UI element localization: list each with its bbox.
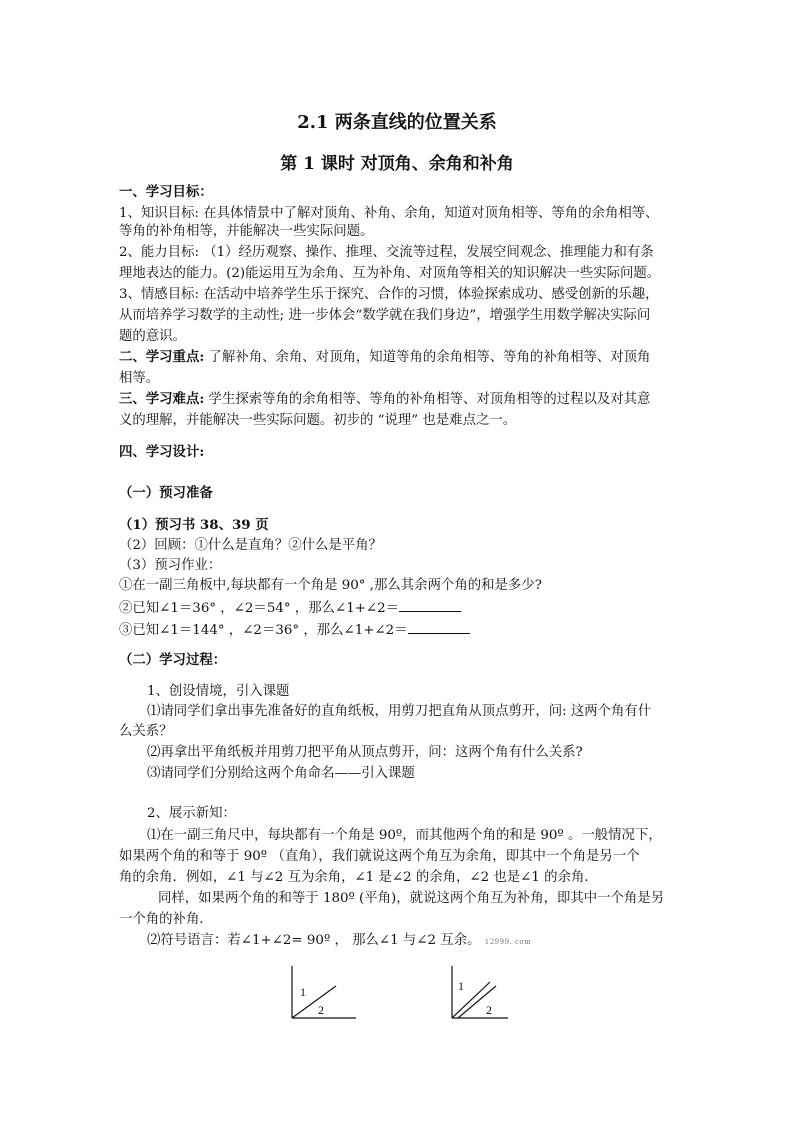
answer-blank: [399, 599, 461, 612]
preview-question: [119, 599, 461, 617]
lesson-subtitle: 第 1 课时 对顶角、余角和补角: [280, 154, 514, 174]
process-heading: （二）学习过程：: [119, 652, 227, 668]
preview-item: （3）预习作业：: [119, 558, 222, 573]
process-line: 角的余角．例如，∠1 与∠2 互为余角，∠1 是∠2 的余角，∠2 也是∠1 的余角．: [119, 870, 598, 885]
process-step: 2、展示新知：: [147, 806, 236, 821]
question-text: ②已知∠1＝36° ，∠2＝54° ，那么∠1+∠2＝: [119, 601, 400, 616]
process-line: 同样，如果两个角的和等于 180º (平角)，就说这两个角互为补角，即其中一个角是另: [158, 891, 665, 906]
key-points-text: 了解补角、余角、对顶角，知道等角的余角相等、等角的补角相等、对顶角: [204, 350, 651, 365]
process-line: ⑵再拿出平角纸板并用剪刀把平角从顶点剪开，问：这两个角有什么关系?: [147, 745, 583, 760]
key-points-line: 相等。: [119, 371, 160, 386]
objectives-line: 等角的补角相等，并能解决一些实际问题。: [119, 224, 374, 239]
preview-item: （2）回顾：①什么是直角？②什么是平角？: [119, 538, 382, 553]
angle-label-1: 1: [458, 979, 464, 993]
angle-label-2: 2: [318, 1003, 324, 1017]
key-points-label: 二、学习重点:: [119, 349, 205, 365]
design-heading: 四、学习设计:: [119, 444, 205, 460]
angle-label-2: 2: [486, 1003, 492, 1017]
objectives-line: 2、能力目标: （1）经历观察、操作、推理、交流等过程，发展空间观念、推理能力和有条: [119, 245, 654, 260]
complementary-angle-figure: [280, 962, 370, 1026]
difficulties-label: 三、学习难点:: [119, 391, 205, 407]
preview-question: ①在一副三角板中,每块都有一个角是 90° ,那么其余两个角的和是多少?: [119, 578, 542, 593]
process-line: ⑴在一副三角尺中，每块都有一个角是 90º，而其他两个角的和是 90º 。一般情况下，: [147, 828, 662, 843]
preview-heading: （一）预习准备: [119, 485, 213, 501]
dividing-ray: [292, 986, 336, 1018]
symbol-language-text: ⑵符号语言：若∠1+∠2= 90º ， 那么∠1 与∠2 互余。: [147, 933, 481, 948]
process-line: 如果两个角的和等于 90º （直角），我们就说这两个角互为余角，即其中一个角是另一个: [119, 849, 640, 864]
angle-label-1: 1: [300, 985, 306, 999]
process-line: [147, 932, 531, 951]
process-step: 1、创设情境，引入课题: [147, 684, 290, 699]
objectives-line: 从而培养学习数学的主动性; 进一步体会“数学就在我们身边”，增强学生用数学解决实际问: [119, 308, 651, 323]
difficulties-line: 义的理解，并能解决一些实际问题。初步的 “说理” 也是难点之一。: [119, 413, 517, 428]
preview-item: （1）预习书 38、39 页: [119, 517, 269, 533]
key-points-line: [119, 349, 650, 366]
process-line: ⑴请同学们拿出事先准备好的直角纸板，用剪刀把直角从顶点剪开，问: 这两个角有什: [147, 704, 652, 719]
supplementary-angle-figure: [440, 962, 530, 1026]
process-line: 么关系？: [119, 724, 173, 739]
question-text: ③已知∠1＝144° ，∠2＝36° ，那么∠1+∠2＝: [119, 623, 408, 638]
answer-blank: [408, 621, 470, 634]
objectives-line: 理地表达的能力。(2)能运用互为余角、互为补角、对顶角等相关的知识解决一些实际问题。: [119, 266, 661, 281]
process-line: ⑶请同学们分别给这两个角命名——引入课题: [147, 766, 415, 781]
objectives-line: 题的意识。: [119, 329, 186, 344]
objectives-line: 1、知识目标: 在具体情景中了解对顶角、补角、余角，知道对顶角相等、等角的余角相等、: [119, 206, 659, 221]
objectives-line: 3、情感目标: 在活动中培养学生乐于探究、合作的习惯，体验探索成功、感受创新的乐趣，: [119, 287, 659, 302]
difficulties-line: [119, 391, 650, 408]
watermark: 12999. com: [484, 938, 532, 946]
preview-question: [119, 621, 470, 639]
process-line: 一个角的补角．: [119, 912, 213, 927]
objectives-heading: 一、学习目标：: [119, 184, 213, 200]
document-title: 2.1 两条直线的位置关系: [297, 112, 497, 133]
difficulties-text: 学生探索等角的余角相等、等角的补角相等、对顶角相等的过程以及对其意: [204, 392, 651, 407]
